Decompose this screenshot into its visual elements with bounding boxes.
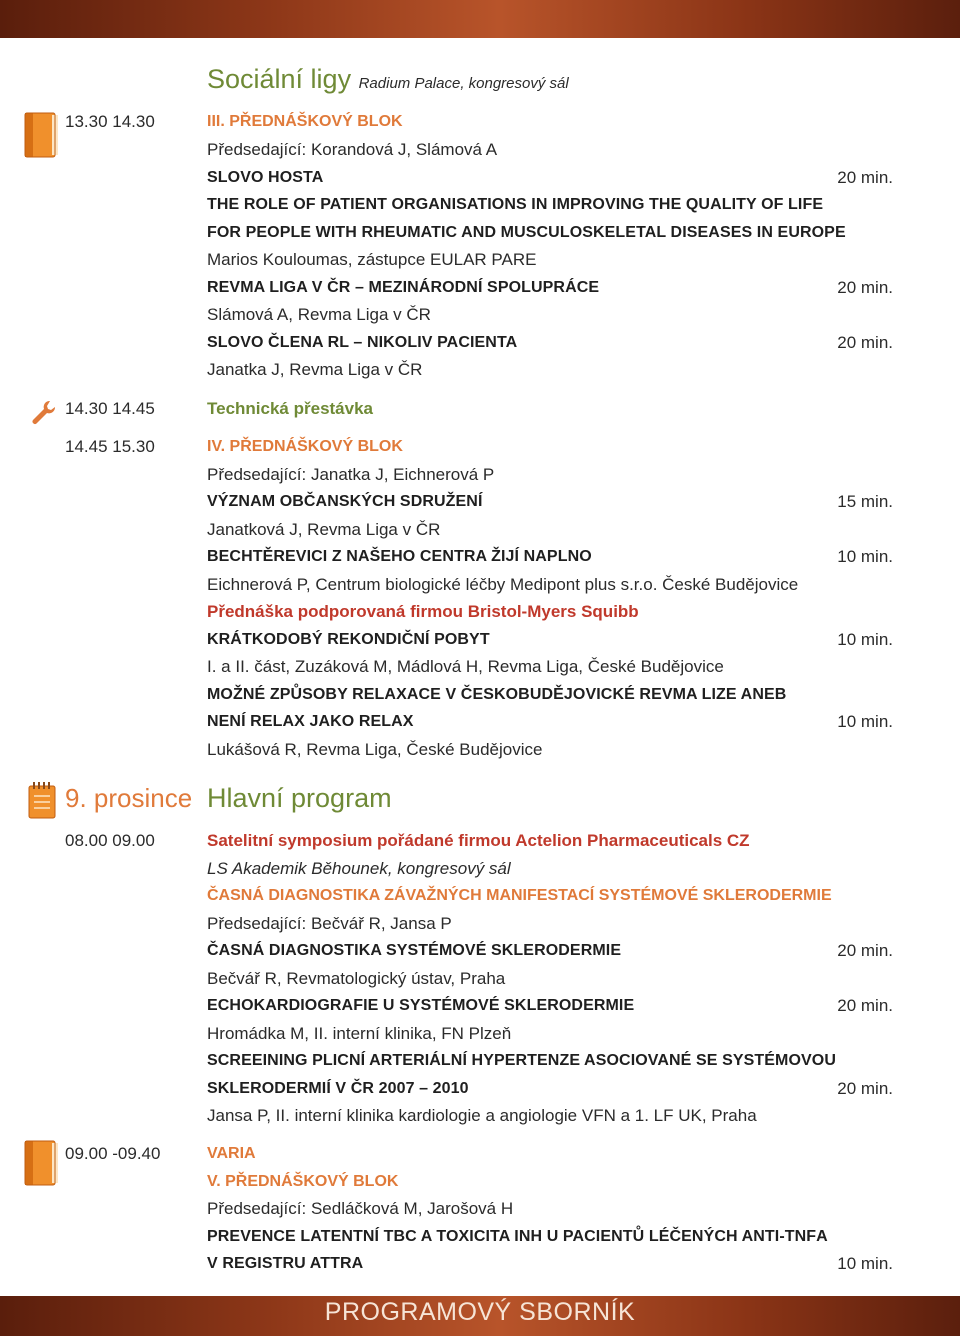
talk-author: I. a II. část, Zuzáková M, Mádlová H, Revma Liga, České Budějovice <box>207 657 724 676</box>
talk-author: Hromádka M, II. interní klinika, FN Plzeň <box>207 1024 512 1043</box>
footer-title: PROGRAMOVÝ SBORNÍK <box>324 1298 636 1326</box>
talk-title: NENÍ RELAX JAKO RELAX <box>207 713 414 730</box>
time-varia: 09.00 -09.40 <box>65 1144 161 1163</box>
talk-author: Janatková J, Revma Liga v ČR <box>207 520 441 539</box>
break-label: Technická přestávka <box>207 399 373 418</box>
talk-title: KRÁTKODOBÝ REKONDIČNÍ POBYT <box>207 631 490 648</box>
duration: 20 min. <box>837 941 893 960</box>
duration: 10 min. <box>837 1254 893 1273</box>
block3-chairs: Předsedající: Korandová J, Slámová A <box>207 140 498 159</box>
section-venue: Radium Palace, kongresový sál <box>358 75 569 92</box>
duration: 20 min. <box>837 333 893 352</box>
duration: 20 min. <box>837 168 893 187</box>
talk-title: ČASNÁ DIAGNOSTIKA SYSTÉMOVÉ SKLERODERMIE <box>207 942 622 959</box>
time-block3: 13.30 14.30 <box>65 112 155 131</box>
talk-title: BECHTĚREVICI Z NAŠEHO CENTRA ŽIJÍ NAPLNO <box>207 548 592 565</box>
block3-title: III. PŘEDNÁŠKOVÝ BLOK <box>207 113 403 130</box>
duration: 20 min. <box>837 1079 893 1098</box>
block4-title: IV. PŘEDNÁŠKOVÝ BLOK <box>207 438 403 455</box>
main-program-title <box>207 782 392 814</box>
talk-title: SLOVO ČLENA RL – NIKOLIV PACIENTA <box>207 334 518 351</box>
talk-author: Marios Kouloumas, zástupce EULAR PARE <box>207 250 537 269</box>
block4-chairs: Předsedající: Janatka J, Eichnerová P <box>207 465 495 484</box>
talk-title: SKLERODERMIÍ V ČR 2007 – 2010 <box>207 1080 469 1097</box>
book-icon <box>22 1138 62 1188</box>
section-title <box>207 63 569 100</box>
time-symposium: 08.00 09.00 <box>65 831 155 850</box>
header-band <box>0 0 960 38</box>
duration: 20 min. <box>837 996 893 1015</box>
talk-title: REVMA LIGA V ČR – MEZINÁRODNÍ SPOLUPRÁCE <box>207 279 600 296</box>
sponsor-note: Přednáška podporovaná firmou Bristol-Myers Squibb <box>207 602 639 621</box>
talk-title: MOŽNÉ ZPŮSOBY RELAXACE V ČESKOBUDĚJOVICKÉ REVMA LIZE ANEB <box>207 686 787 703</box>
talk-title: SCREEINING PLICNÍ ARTERIÁLNÍ HYPERTENZE ASOCIOVANÉ SE SYSTÉMOVOU <box>207 1052 836 1069</box>
block5-chairs: Předsedající: Sedláčková M, Jarošová H <box>207 1199 514 1218</box>
block5-title: V. PŘEDNÁŠKOVÝ BLOK <box>207 1173 399 1190</box>
day-date: 9. prosince <box>65 783 193 813</box>
symposium-title: Satelitní symposium pořádané firmou Actelion Pharmaceuticals CZ <box>207 831 750 850</box>
talk-author: Janatka J, Revma Liga v ČR <box>207 360 423 379</box>
talk-author: Eichnerová P, Centrum biologické léčby Medipont plus s.r.o. České Budějovice <box>207 575 799 594</box>
symposium-chairs: Předsedající: Bečvář R, Jansa P <box>207 914 452 933</box>
symposium-heading: ČASNÁ DIAGNOSTIKA ZÁVAŽNÝCH MANIFESTACÍ SYSTÉMOVÉ SKLERODERMIE <box>207 887 832 904</box>
talk-title: VÝZNAM OBČANSKÝCH SDRUŽENÍ <box>207 493 483 510</box>
book-icon <box>22 110 62 160</box>
main-program-text: Hlavní program <box>207 783 392 813</box>
talk-author: Slámová A, Revma Liga v ČR <box>207 305 431 324</box>
section-title-text: Sociální ligy <box>207 64 352 94</box>
talk-author: Jansa P, II. interní klinika kardiologie a angiologie VFN a 1. LF UK, Praha <box>207 1106 757 1125</box>
talk-title: ECHOKARDIOGRAFIE U SYSTÉMOVÉ SKLERODERMIE <box>207 997 635 1014</box>
duration: 15 min. <box>837 492 893 511</box>
talk-title: PREVENCE LATENTNÍ TBC A TOXICITA INH U PACIENTŮ LÉČENÝCH ANTI-TNFΑ <box>207 1228 828 1245</box>
time-break: 14.30 14.45 <box>65 399 155 418</box>
talk-author: Lukášová R, Revma Liga, České Budějovice <box>207 740 543 759</box>
duration: 20 min. <box>837 278 893 297</box>
notepad-icon <box>26 780 58 820</box>
talk-title: THE ROLE OF PATIENT ORGANISATIONS IN IMPROVING THE QUALITY OF LIFE <box>207 196 824 213</box>
talk-author: Bečvář R, Revmatologický ústav, Praha <box>207 969 506 988</box>
wrench-icon <box>30 398 58 426</box>
duration: 10 min. <box>837 712 893 731</box>
symposium-venue: LS Akademik Běhounek, kongresový sál <box>207 859 511 878</box>
slovo-hosta: SLOVO HOSTA <box>207 169 324 186</box>
talk-title: FOR PEOPLE WITH RHEUMATIC AND MUSCULOSKELETAL DISEASES IN EUROPE <box>207 224 846 241</box>
duration: 10 min. <box>837 547 893 566</box>
duration: 10 min. <box>837 630 893 649</box>
talk-title: V REGISTRU ATTRA <box>207 1255 364 1272</box>
time-block4: 14.45 15.30 <box>65 437 155 456</box>
varia-title: VARIA <box>207 1145 256 1162</box>
